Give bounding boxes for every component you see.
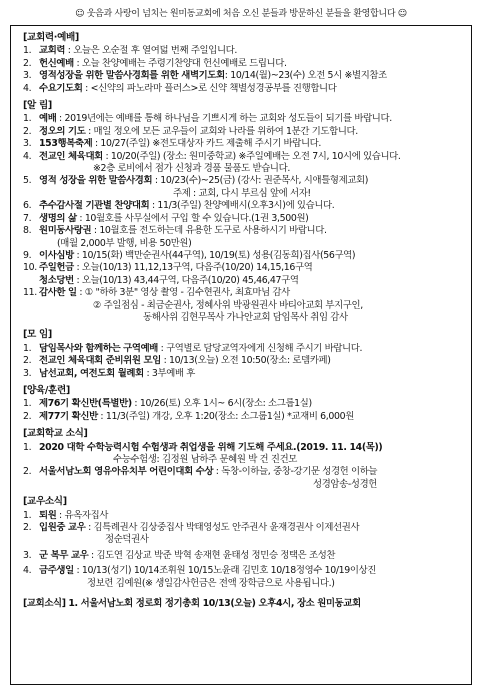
note-text: (매월 2,000부 발행, 비용 50만원): [57, 237, 192, 249]
list-item: 2. 정오의 기도 : 매일 정오에 모든 교우들이 교회와 나라를 위하여 1분간 기도합니다.: [23, 125, 358, 137]
list-item: 4. 전교인 체육대회 : 10/20(주일) (장소: 원미중학교) ※주일예배는 오전 7시, 10시에 있습니다.: [23, 150, 401, 162]
note-text: 정순덕권사: [105, 534, 149, 546]
list-item: 4. 금주생일 : 10/13(성기) 10/14조휘원 10/15노윤래 김민호 10/18정영수 10/19이상진: [23, 565, 377, 577]
section-members: [23, 496, 461, 590]
note-text: ② 주일점심 - 최금순권사, 정혜사위 박광원권사 바티아교회 부지구인,: [93, 299, 363, 311]
list-item: 11. 감사한 일 : ① "하하 3분" 영상 촬영 - 김수현권사, 최효마님 감사: [23, 287, 290, 299]
list-item: 1. 교회력 : 오늘은 오순절 후 열여덟 번째 주일입니다.: [23, 45, 237, 57]
welcome-banner: ☺ 웃음과 사랑이 넘치는 원미동교회에 처음 오신 분들과 방문하신 분들을 환영합니다 ☺: [75, 9, 407, 19]
note-text: 수능수험생: 김정원 남하주 문혜원 박 건 진건모: [113, 454, 298, 465]
list-item: 2. 헌신예배 : 오늘 찬양예배는 주령기찬양대 헌신예배로 드립니다.: [23, 57, 287, 69]
list-item: 6. 추수감사절 기관별 찬양대회 : 11/3(주일) 찬양예배시(오후3시)에 있습니다.: [23, 200, 335, 212]
news-text: 1. 서울서남노회 정로회 정기총회 10/13(오늘) 오후4시, 장소 원미동교회: [68, 598, 361, 610]
section-training: [23, 385, 461, 423]
list-item: 2. 전교인 체육대회 준비위원 모임 : 10/13(오늘) 오전 10:50(장소: 로뎀카페): [23, 355, 331, 367]
note-text: 동해사위 김현무목사 가나안교회 담임목사 취임 감사: [143, 311, 348, 323]
section-title: [양육/훈련]: [23, 384, 70, 396]
section-notices: [23, 100, 461, 324]
section-title: [모 임]: [23, 329, 52, 341]
list-item: 4. 수요기도회 : <신약의 파노라마 플러스>로 신약 책별성경공부를 진행합니다: [23, 82, 337, 94]
section-title: [교회력·예배]: [23, 32, 79, 43]
list-item: 7. 생명의 삶 : 10월호를 사무실에서 구입 할 수 있습니다.(1권 3,500원): [23, 212, 309, 224]
list-item: 3. 153행복축제 : 10/27(주일) ※전도대상자 카드 제출해 주시기 바랍니다.: [23, 138, 322, 150]
note-text: 정보련 김예원(※ 생일감사헌금은 전액 장학금으로 사용됩니다.): [87, 577, 335, 589]
list-item: 1. 제76기 확신반(특별반) : 10/26(토) 오후 1시~ 6시(장소: 소그룹1실): [23, 398, 312, 410]
list-item: 1. 퇴원 : 유옥자집사: [23, 509, 109, 521]
list-item: 5. 영적 성장을 위한 말씀사경회 : 10/23(수)~25(금) (강사: 권준목사, 시애틀형제교회): [23, 175, 369, 187]
section-worship: [23, 32, 461, 95]
section-title: [교우소식]: [23, 496, 67, 508]
list-item: 2. 제77기 확신반 : 11/3(주일) 개강, 오후 1:20(장소: 소그룹1실) *교재비 6,000원: [23, 410, 354, 422]
list-item: 청소당번 : 오늘(10/13) 43,44구역, 다음주(10/20) 45,46,47구역: [39, 274, 299, 286]
section-groups: [23, 329, 461, 380]
list-item: 3. 남선교회, 여전도회 월례회 : 3부예배 후: [23, 367, 195, 379]
section-church-school: [23, 428, 461, 491]
list-item: 2. 입원중 교우 : 김특례권사 김상중집사 박태영성도 안주권사 윤재경권사 이제선권사: [23, 522, 360, 534]
section-church-news: [23, 598, 461, 610]
list-item: 8. 원미동사랑권 : 10월호를 전도하는데 유용한 도구로 사용하시기 바랍니다.: [23, 225, 327, 237]
list-item: 1. 담임목사와 함께하는 구역예배 : 구역별로 담당교역자에게 신청해 주시기 바랍니다.: [23, 342, 363, 354]
section-title: [교회학교 소식]: [23, 428, 88, 440]
list-item: 3. 영적성장을 위한 말씀사경회를 위한 새벽기도회: 10/14(월)~23(수) 오전 5시 ※별지참조: [23, 70, 387, 82]
list-item: 3. 군 복무 교우 : 김도연 김상교 박준 박혁 송재현 윤태성 정민승 정택은 조성찬: [23, 549, 336, 561]
note-text: 성경암송-성경헌: [313, 478, 377, 490]
section-title: [알 림]: [23, 100, 52, 112]
list-item: 10. 주일헌금 : 오늘(10/13) 11,12,13구역, 다음주(10/20) 14,15,16구역: [23, 262, 313, 274]
section-title: [교회소식]: [23, 598, 66, 610]
note-text: 주제 : 교회, 다시 부르심 앞에 서자!: [173, 187, 311, 199]
note-text: ※2층 로비에서 점가 신청과 경품 물품도 받습니다.: [93, 163, 290, 175]
list-item: 1. 2020 대학 수학능력시험 수험생과 취업생을 위해 기도해 주세요.(2019. 11. 14(목)): [23, 441, 383, 453]
bulletin-frame: [10, 25, 472, 685]
list-item: 2. 서울서남노회 영유아유치부 어린이대회 수상 : 독창-이하늘, 중창-강기문 성경헌 이하늘: [23, 466, 378, 478]
list-item: 9. 이사심방 : 10/15(화) 백만순권사(44구역), 10/19(토) 성용(김동희)집사(56구역): [23, 249, 356, 261]
list-item: 1. 예배 : 2019년에는 예배를 통해 하나님을 기쁘시게 하는 교회와 성도들이 되기를 바랍니다.: [23, 113, 392, 125]
